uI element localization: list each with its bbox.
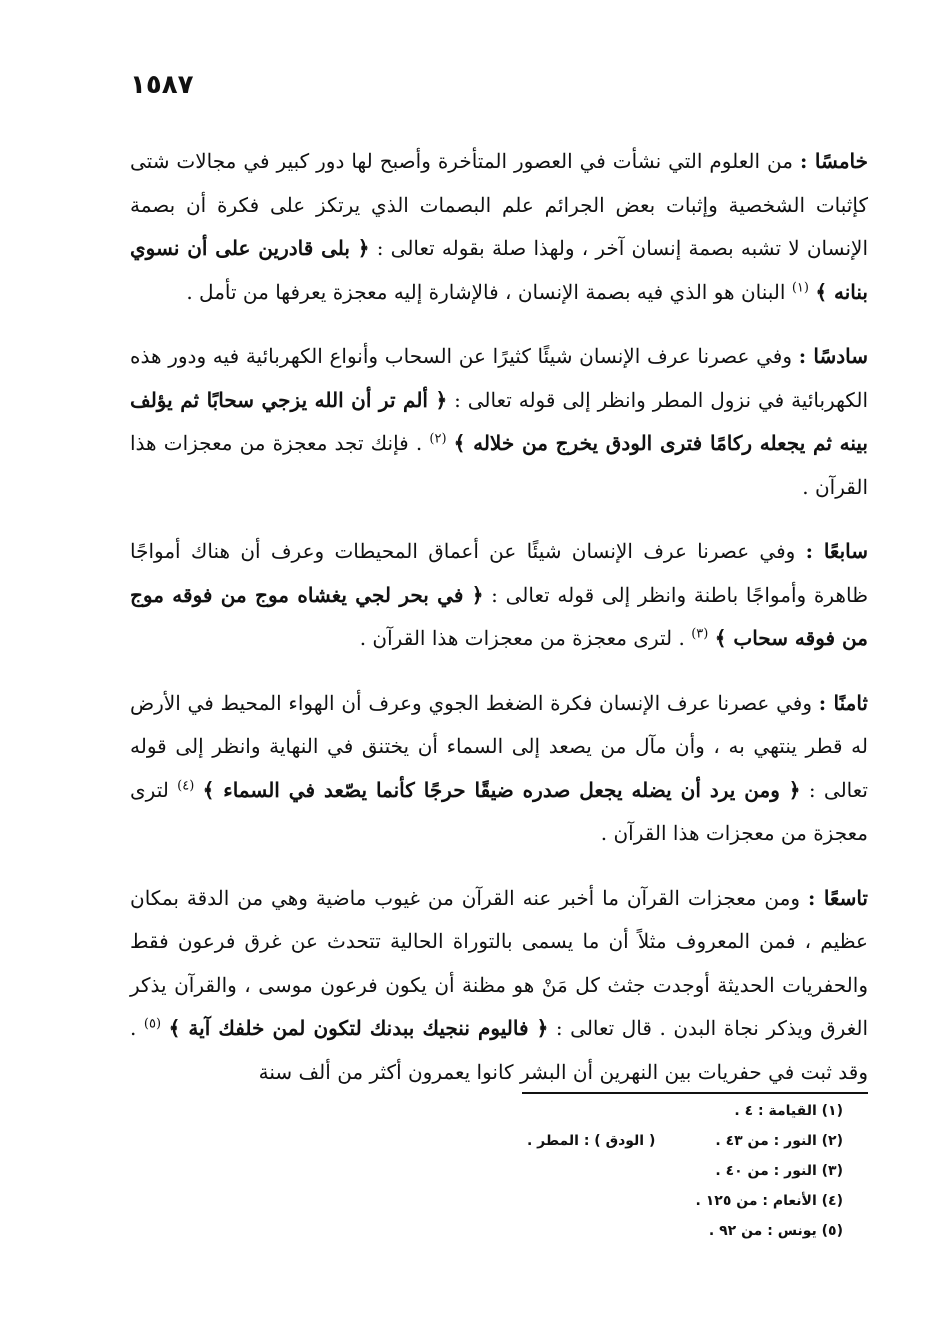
paragraph-lead: سادسًا : bbox=[798, 344, 868, 368]
footnote-item bbox=[423, 1126, 843, 1156]
footnote-gloss: ( الودق ) : المطر . bbox=[526, 1133, 656, 1149]
paragraph-fifth bbox=[130, 140, 868, 314]
quran-verse: ﴿ ألم تر أن الله يزجي سحابًا ثم يؤلف بينه ثم يجعله ركامًا فترى الودق يخرج من خلاله ﴾ bbox=[130, 387, 868, 455]
quran-verse: ﴿ بلى قادرين على أن نسوي بنانه ﴾ bbox=[130, 236, 868, 304]
paragraph-seventh bbox=[130, 530, 868, 661]
paragraph-text: لترى معجزة من معجزات هذا القرآن . bbox=[130, 777, 868, 845]
footnote-divider bbox=[522, 1092, 868, 1094]
paragraph-text: من العلوم التي نشأت في العصور المتأخرة وأصبح لها دور كبير في مجالات شتى كإثبات الشخصية وإثبات بعض الجرائم علم البصمات الذي يرتكز على فكرة أن بصمة الإنسان لا تشبه بصمة إنسان آخر ، ولهذا صلة بقوله تعالى : bbox=[130, 149, 869, 260]
paragraph-text: ومن معجزات القرآن ما أخبر عنه القرآن من غيوب ماضية وهي من الدقة بمكان عظيم ، فمن المعروف مثلاً أن ما يسمى بالتوراة الحالية تتحدث عن غرق فرعون فقط والحفريات الحديثة أوجدت جثث كل مَنْ هو مظنة أن يكون فرعون موسى ، والقرآن يذكر الغرق ويذكر نجاة البدن . قال تعالى : bbox=[130, 885, 868, 1040]
footnote-ref: (٥) bbox=[143, 1016, 162, 1032]
footnote-item bbox=[423, 1186, 843, 1216]
footnote-ref: (٤) bbox=[177, 777, 195, 793]
footnotes bbox=[423, 1096, 843, 1246]
footnote-text: (٥) يونس : من ٩٢ . bbox=[708, 1223, 843, 1239]
paragraph-lead: سابعًا : bbox=[805, 539, 868, 563]
page-number: ١٥٨٧ bbox=[130, 70, 194, 100]
footnote-item bbox=[423, 1096, 843, 1126]
paragraph-text: . فإنك تجد معجزة من معجزات هذا القرآن . bbox=[130, 431, 868, 499]
footnote-ref: (٣) bbox=[691, 626, 709, 642]
footnote-text: (٤) الأنعام : من ١٢٥ . bbox=[695, 1193, 843, 1209]
paragraph-text: البنان هو الذي فيه بصمة الإنسان ، فالإشارة إليه معجزة يعرفها من تأمل . bbox=[186, 279, 792, 304]
footnote-text: (٣) النور : من ٤٠ . bbox=[715, 1163, 843, 1179]
footnote-text: (١) القيامة : ٤ . bbox=[734, 1103, 843, 1119]
footnote-text: (٢) النور : من ٤٣ . bbox=[715, 1133, 843, 1149]
paragraph-lead: ثامنًا : bbox=[818, 690, 868, 715]
paragraph-text: . وقد ثبت في حفريات بين النهرين أن البشر كانوا يعمرون أكثر من ألف سنة bbox=[130, 1016, 868, 1084]
footnote-item bbox=[423, 1156, 843, 1186]
paragraph-text: وفي عصرنا عرف الإنسان شيئًا عن أعماق المحيطات وعرف أن هناك أمواجًا ظاهرة وأمواجًا باطنة وانظر إلى قوله تعالى : bbox=[130, 539, 868, 607]
quran-verse: ﴿ فاليوم ننجيك ببدنك لتكون لمن خلفك آية ﴾ bbox=[168, 1016, 549, 1040]
footnote-ref: (٢) bbox=[429, 431, 447, 447]
body-text bbox=[130, 140, 868, 1115]
paragraph-eighth bbox=[130, 682, 868, 856]
footnote-item bbox=[423, 1216, 843, 1246]
paragraph-text: وفي عصرنا عرف الإنسان شيئًا كثيرًا عن السحاب وأنواع الكهربائية فيه ودور هذه الكهربائية في نزول المطر وانظر إلى قوله تعالى : bbox=[130, 344, 869, 412]
quran-verse: ﴿ ومن يرد أن يضله يجعل صدره ضيقًا حرجًا كأنما يصّعد في السماء ﴾ bbox=[202, 777, 801, 802]
paragraph-ninth bbox=[130, 877, 868, 1095]
paragraph-lead: تاسعًا : bbox=[807, 885, 868, 910]
paragraph-text: . لترى معجزة من معجزات هذا القرآن . bbox=[359, 626, 692, 650]
footnote-ref: (١) bbox=[791, 279, 809, 295]
paragraph-sixth bbox=[130, 335, 868, 509]
quran-verse: ﴿ في بحر لجي يغشاه موج من فوقه موج من فوقه سحاب ﴾ bbox=[130, 582, 868, 650]
paragraph-text: وفي عصرنا عرف الإنسان فكرة الضغط الجوي وعرف أن الهواء المحيط في الأرض له قطر ينتهي به ، وأن مآل من يصعد إلى السماء أن يختنق في النهاية وانظر إلى قوله تعالى : bbox=[130, 690, 868, 802]
paragraph-lead: خامسًا : bbox=[799, 149, 868, 173]
